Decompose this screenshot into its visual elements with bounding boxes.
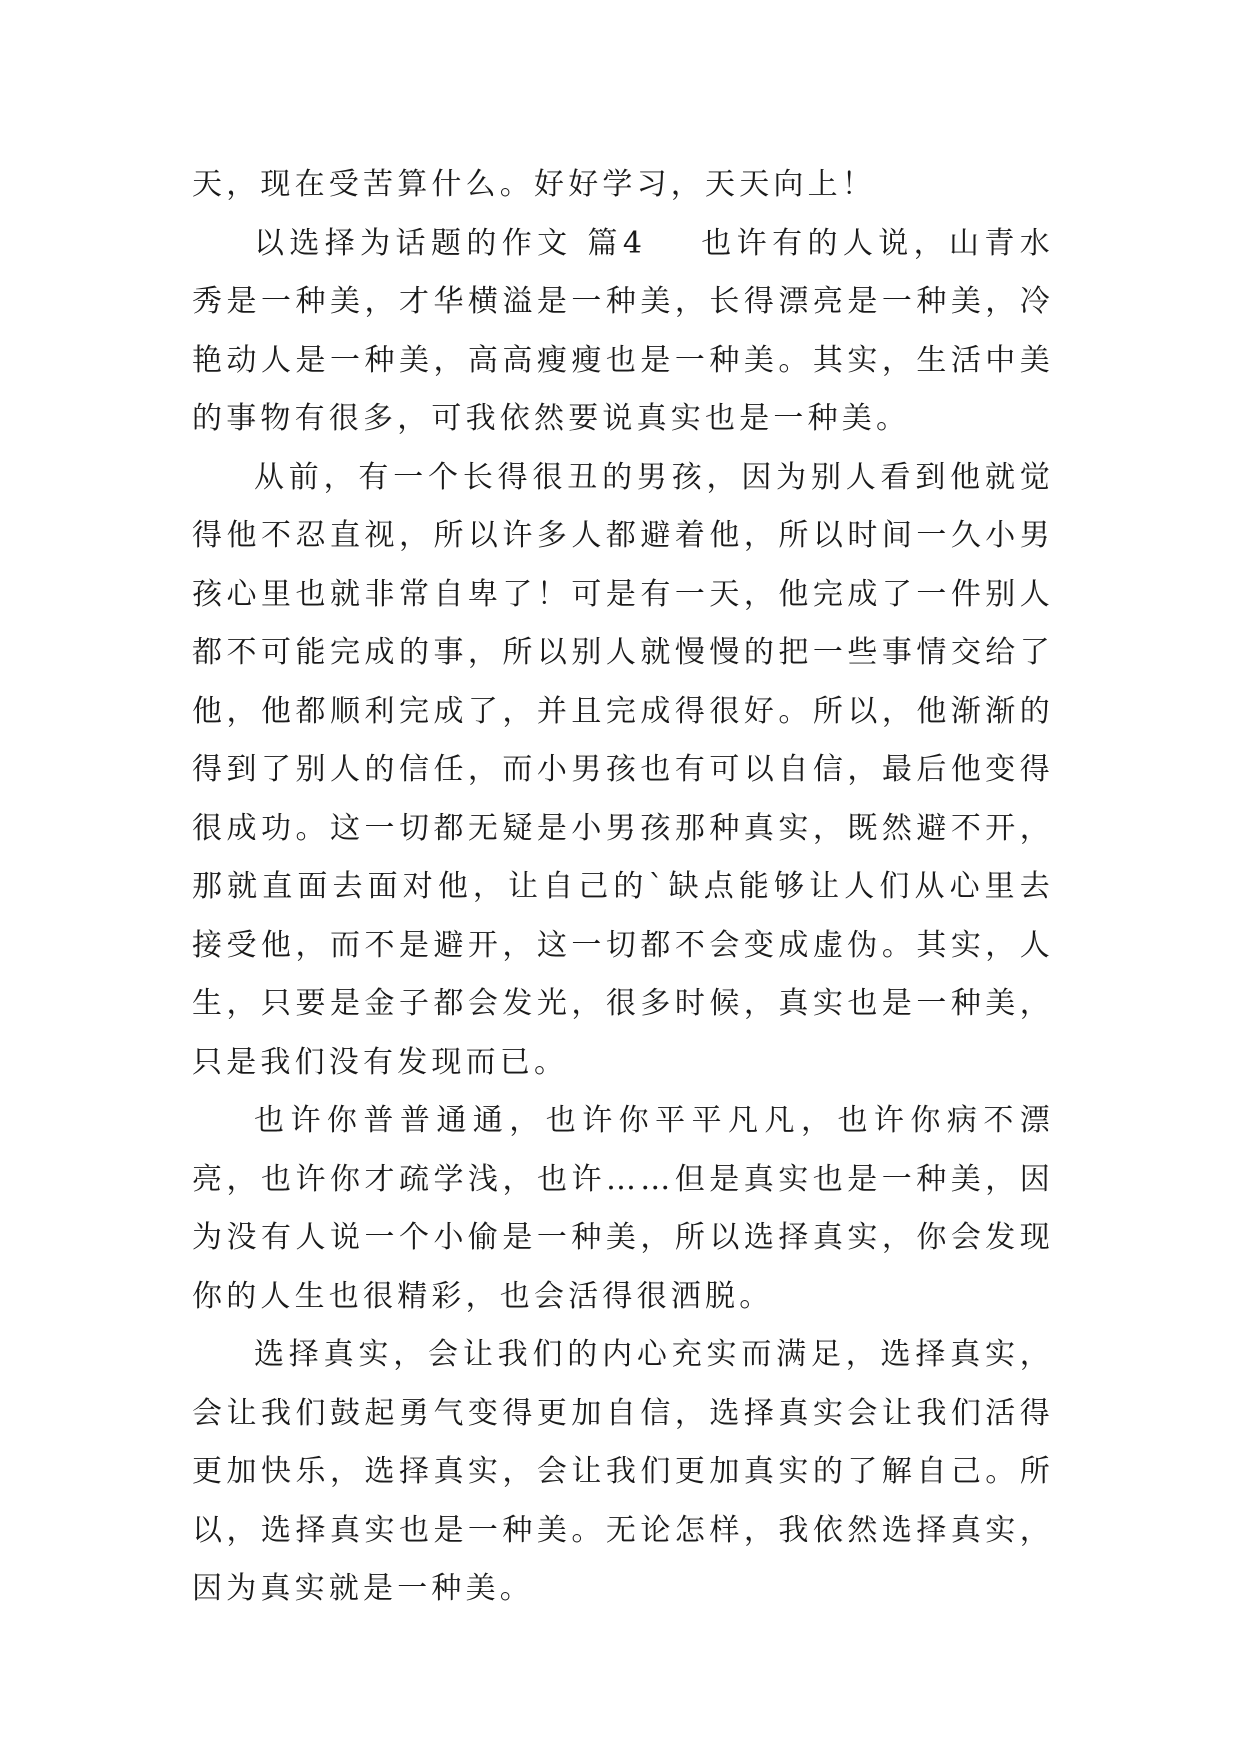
essay-paragraph-4: 选择真实，会让我们的内心充实而满足，选择真实，会让我们鼓起勇气变得更加自信，选择真实会让我们活得更加快乐，选择真实，会让我们更加真实的了解自己。所以，选择真实也是一种美。无论怎样，我依然选择真实，因为真实就是一种美。 <box>192 1337 1054 1606</box>
essay-body <box>192 156 1054 1619</box>
section-heading: 以选择为话题的作文 篇4 <box>254 225 647 261</box>
continuation-paragraph: 天，现在受苦算什么。好好学习，天天向上！ <box>192 167 876 202</box>
essay-paragraph-2: 从前，有一个长得很丑的男孩，因为别人看到他就觉得他不忍直视，所以许多人都避着他，所以时间一久小男孩心里也就非常自卑了！可是有一天，他完成了一件别人都不可能完成的事，所以别人就慢慢的把一些事情交给了他，他都顺利完成了，并且完成得很好。所以，他渐渐的得到了别人的信任，而小男孩也有可以自信，最后他变得很成功。这一切都无疑是小男孩那种真实，既然避不开，那就直面去面对他，让自己的`缺点能够让人们从心里去接受他，而不是避开，这一切都不会变成虚伪。其实，人生，只要是金子都会发光，很多时候，真实也是一种美，只是我们没有发现而已。 <box>192 459 1054 1080</box>
essay-paragraph-1 <box>192 215 1054 449</box>
paragraph-text: 也许有的人说，山青水秀是一种美，才华横溢是一种美，长得漂亮是一种美，冷艳动人是一种美，高高瘦瘦也是一种美。其实，生活中美的事物有很多，可我依然要说真实也是一种美。 <box>192 225 1054 436</box>
essay-paragraph-3: 也许你普普通通，也许你平平凡凡，也许你病不漂亮，也许你才疏学浅，也许……但是真实也是一种美，因为没有人说一个小偷是一种美，所以选择真实，你会发现你的人生也很精彩，也会活得很洒脱。 <box>192 1103 1054 1314</box>
